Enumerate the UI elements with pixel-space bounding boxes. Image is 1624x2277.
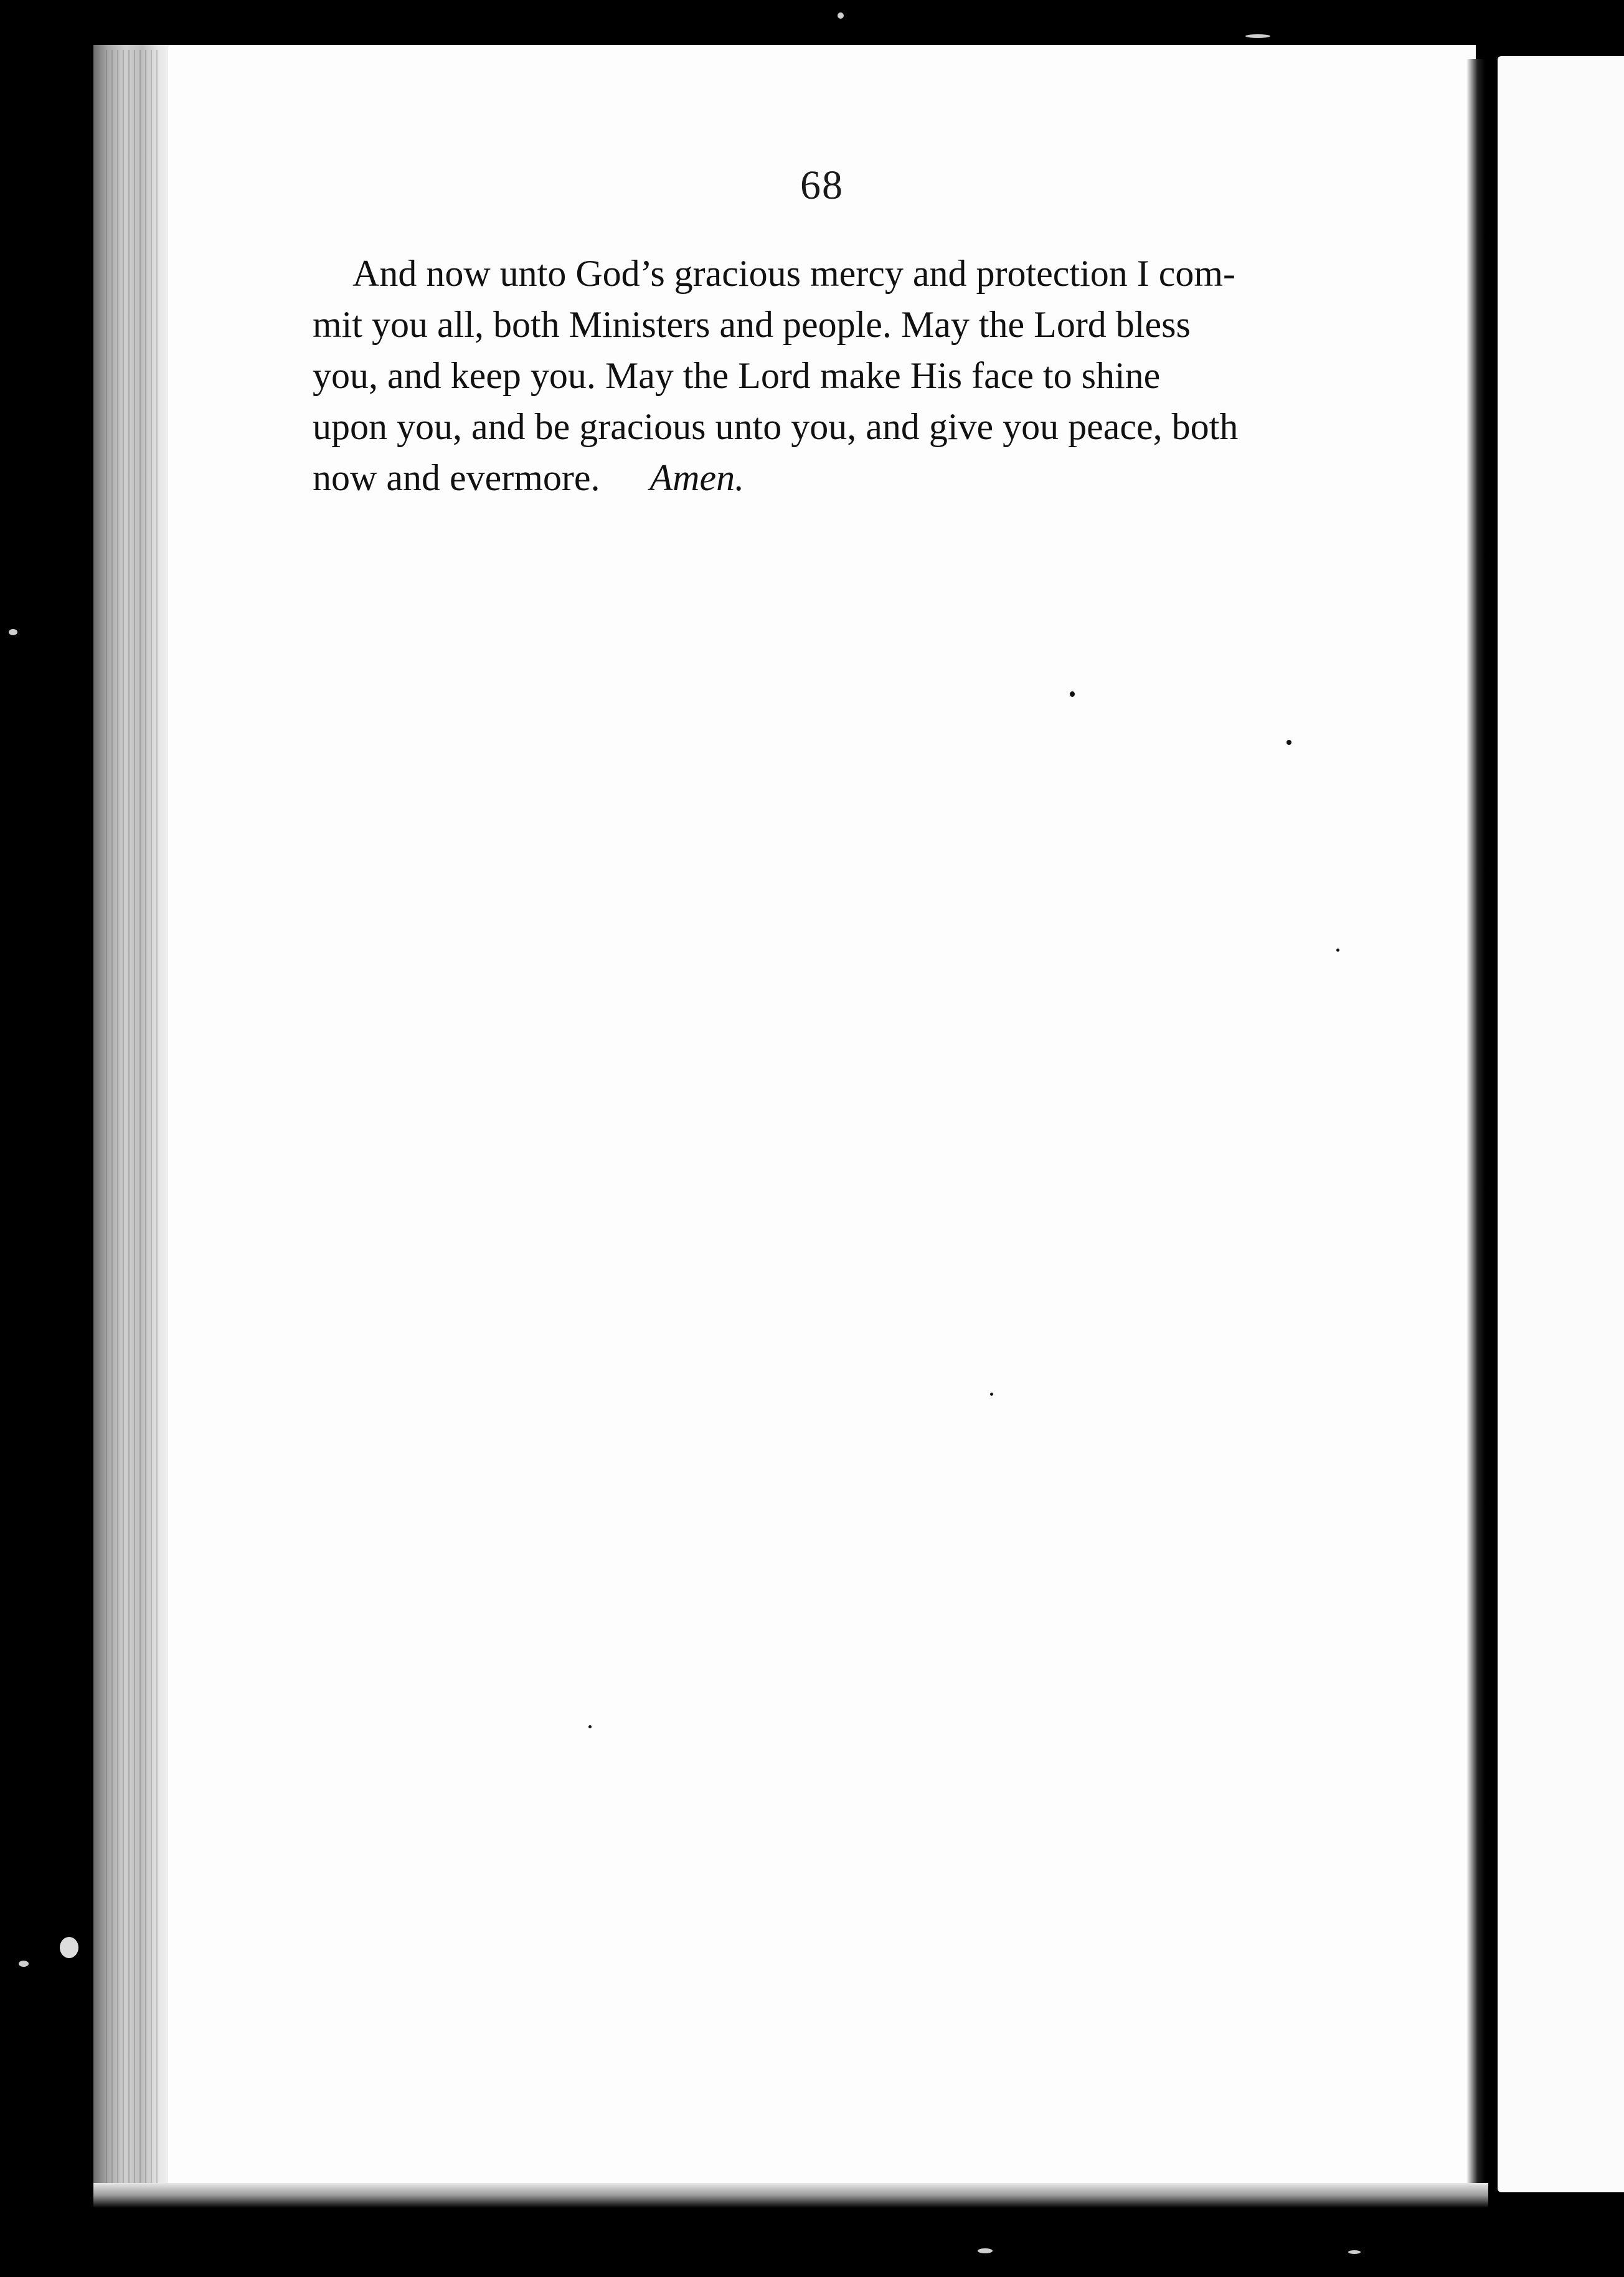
ink-speck [1070,691,1075,697]
ink-speck [1286,740,1291,745]
paragraph-line-4: upon you, and be gracious unto you, and give you peace, both [313,406,1239,447]
border-speck [838,12,844,19]
paragraph-line-1 [313,248,1331,299]
page-bottom-edge [93,2183,1488,2208]
page-stack-lines [106,50,162,2199]
paragraph-line-5 [313,452,1331,503]
paragraph-line-2: mit you all, both Ministers and people. May the Lord bless [313,304,1191,345]
ink-speck [990,1393,993,1396]
gutter-shadow [1466,59,1485,2202]
border-speck [1348,2250,1361,2254]
ink-speck [588,1725,592,1728]
paragraph [313,248,1331,503]
border-speck [9,629,17,635]
page-number: 68 [800,163,844,208]
border-speck [1245,34,1270,38]
ink-speck [1336,949,1339,952]
paragraph-line-3: you, and keep you. May the Lord make His face to shine [313,355,1161,396]
closing-word-amen: Amen. [649,457,745,498]
border-speck [978,2248,993,2253]
border-speck [60,1937,78,1958]
border-speck [19,1961,29,1967]
line-text: And now unto God’s gracious mercy and protection I com- [352,253,1235,294]
closing-text: now and evermore. [313,457,600,498]
facing-page-edge [1498,56,1624,2192]
